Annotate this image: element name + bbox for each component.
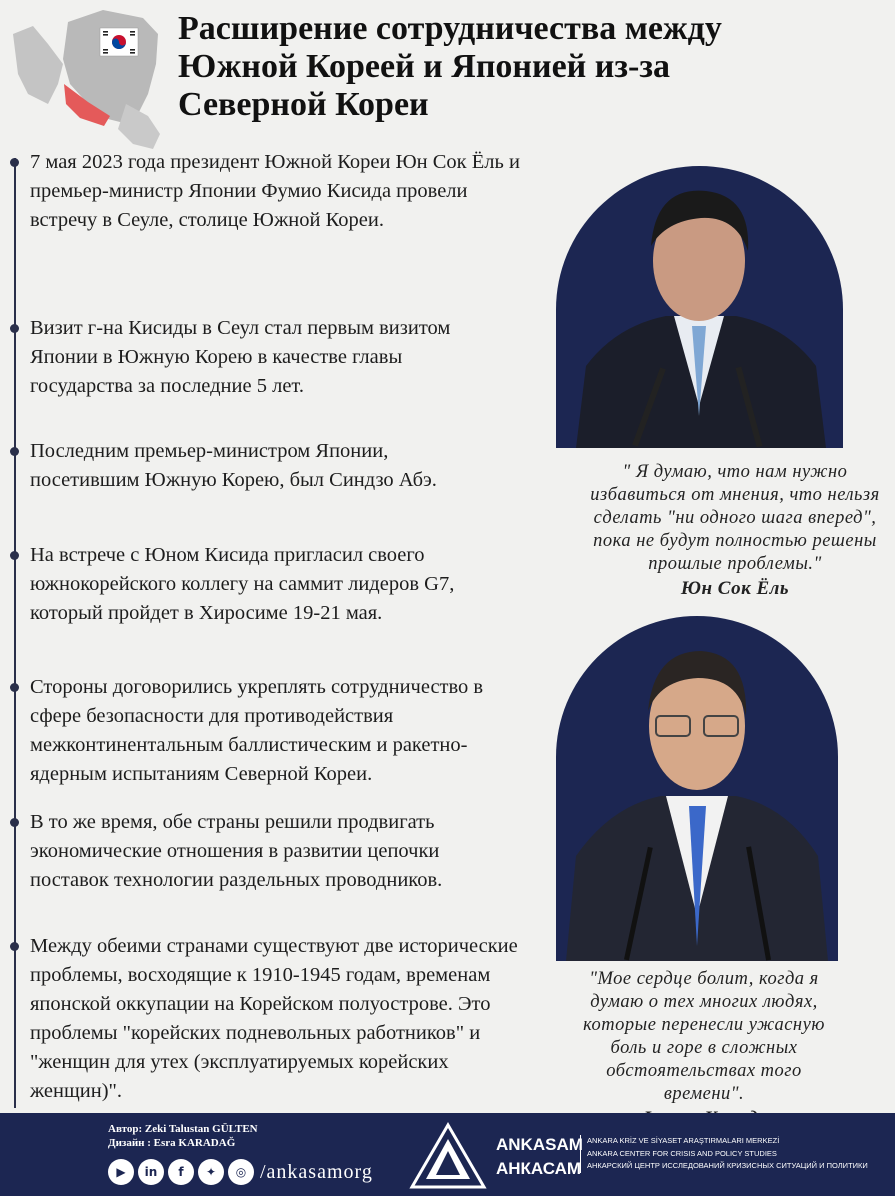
footer xyxy=(0,1113,895,1196)
bullet-text: Последним премьер-министром Японии, посетившим Южную Корею, был Синдзо Абэ. xyxy=(30,440,437,491)
portrait-kishida xyxy=(556,616,838,961)
quote-block xyxy=(566,968,842,1130)
youtube-icon[interactable]: ▶ xyxy=(108,1159,134,1185)
social-handle[interactable]: /ankasamorg xyxy=(260,1160,373,1183)
ankasam-logo-icon xyxy=(408,1121,488,1191)
quote-block xyxy=(576,461,894,600)
instagram-icon[interactable]: ◎ xyxy=(228,1159,254,1185)
bullet-dot xyxy=(10,551,19,560)
bullet-text: Между обеими странами существуют две исторические проблемы, восходящие к 1910-1945 годам, временам японской оккупации на Корейском полуострове. Это проблемы "корейских подневольных работников" и "женщин для утех (эксплуатируемых корейских женщин)". xyxy=(30,935,518,1102)
bullet-dot xyxy=(10,942,19,951)
brand-name xyxy=(496,1133,583,1181)
bullet-text: Визит г-на Кисиды в Сеул стал первым визитом Японии в Южную Корею в качестве главы государства за последние 5 лет. xyxy=(30,317,451,397)
quote-text: " Я думаю, что нам нужно избавиться от мнения, что нельзя сделать "ни одного шага вперед", пока не будут полностью решены прошлые проблемы." xyxy=(590,462,880,574)
china-map-shape xyxy=(13,26,63,104)
bullet-text: На встрече с Юном Кисида пригласил своего южнокорейского коллегу на саммит лидеров G7, который пройдет в Хиросиме 19-21 мая. xyxy=(30,544,455,624)
social-links xyxy=(108,1159,373,1185)
facebook-icon[interactable]: f xyxy=(168,1159,194,1185)
bullet-text: Стороны договорились укреплять сотрудничество в сфере безопасности для противодействия межконтинентальным баллистическим и ракетно-ядерным испытаниям Северной Кореи. xyxy=(30,676,484,785)
brand-latin: ANKASAM xyxy=(496,1135,583,1154)
page-title: Расширение сотрудничества между Южной Кореей и Японией из-за Северной Кореи xyxy=(178,10,722,123)
brand-cyrillic: АНКАСАМ xyxy=(496,1159,582,1178)
bullet-dot xyxy=(10,158,19,167)
center-name-en: ANKARA CENTER FOR CRISIS AND POLICY STUDIES xyxy=(587,1148,777,1158)
quote-text: "Мое сердце болит, когда я думаю о тех многих людях, которые перенесли ужасную боль и горе в сложных обстоятельствах того времени". xyxy=(583,969,825,1104)
center-info xyxy=(580,1135,868,1173)
korean-flag-icon xyxy=(100,28,138,56)
quote-author: Юн Сок Ёль xyxy=(680,578,790,599)
portrait-yoon xyxy=(556,166,843,448)
twitter-icon[interactable]: ✦ xyxy=(198,1159,224,1185)
bullet-dot xyxy=(10,447,19,456)
linkedin-icon[interactable]: in xyxy=(138,1159,164,1185)
author-credit: Автор: Zeki Talustan GÜLTEN xyxy=(108,1123,258,1135)
portrait-figure xyxy=(556,616,838,961)
korea-japan-map xyxy=(8,4,168,154)
credits xyxy=(108,1122,258,1150)
design-credit: Дизайн : Esra KARADAĞ xyxy=(108,1137,236,1149)
bullet-text: 7 мая 2023 года президент Южной Кореи Юн Сок Ёль и премьер-министр Японии Фумио Кисида провели встречу в Сеуле, столице Южной Кореи. xyxy=(30,151,520,231)
bullet-text: В то же время, обе страны решили продвигать экономические отношения в развитии цепочки поставок технологии раздельных проводников. xyxy=(30,811,443,891)
bullet-dot xyxy=(10,324,19,333)
center-name-ru: АНКАРСКИЙ ЦЕНТР ИССЛЕДОВАНИЙ КРИЗИСНЫХ СИТУАЦИЙ И ПОЛИТИКИ xyxy=(587,1161,868,1170)
center-name-tr: ANKARA KRİZ VE SİYASET ARAŞTIRMALARI MERKEZİ xyxy=(587,1136,780,1145)
timeline-line xyxy=(14,158,16,1108)
bullet-dot xyxy=(10,683,19,692)
bullet-dot xyxy=(10,818,19,827)
portrait-figure xyxy=(556,166,843,448)
